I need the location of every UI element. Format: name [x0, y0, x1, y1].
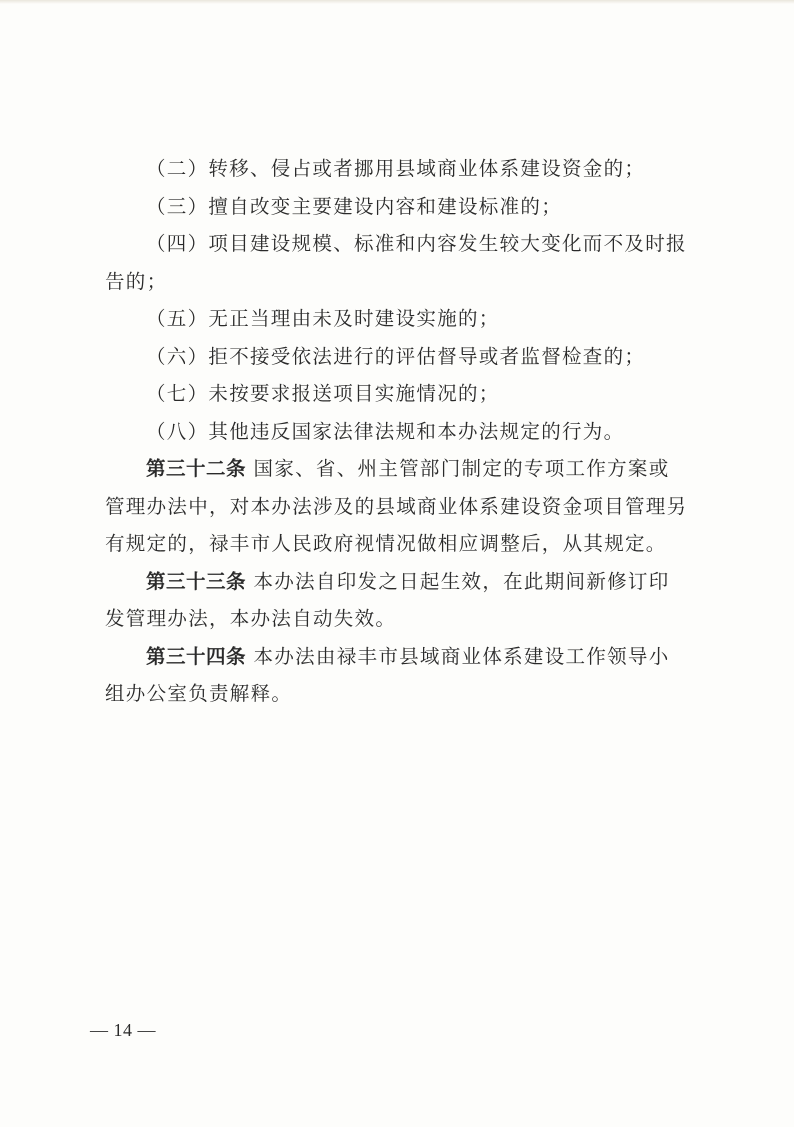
article-32-line-3: 有规定的，禄丰市人民政府视情况做相应调整后，从其规定。 [105, 532, 667, 555]
document-body [105, 150, 690, 713]
list-item-8: （八）其他违反国家法律法规和本办法规定的行为。 [146, 419, 625, 443]
list-item-7: （七）未按要求报送项目实施情况的； [146, 382, 500, 405]
list-item-4: （四）项目建设规模、标准和内容发生较大变化而不及时报 [146, 232, 687, 255]
article-32-line-1 [105, 450, 690, 488]
article-32-heading: 第三十二条 [146, 457, 247, 480]
article-32-text-1: 国家、省、州主管部门制定的专项工作方案或 [253, 457, 670, 480]
list-item-4-continued: 告的； [105, 269, 168, 293]
page-top-edge [0, 0, 794, 4]
article-33-line-2: 发管理办法，本办法自动失效。 [105, 607, 397, 630]
article-33-text-1: 本办法自印发之日起生效，在此期间新修订印 [253, 569, 670, 593]
article-34-line-2: 组办公室负责解释。 [105, 682, 293, 705]
list-item-6: （六）拒不接受依法进行的评估督导或者监督检查的； [146, 344, 646, 368]
article-34-line-1 [105, 638, 690, 676]
article-34-heading: 第三十四条 [146, 644, 247, 668]
article-34-text-1: 本办法由禄丰市县域商业体系建设工作领导小 [253, 644, 670, 668]
article-33-line-1 [105, 563, 690, 601]
list-item-3: （三）擅自改变主要建设内容和建设标准的； [146, 194, 563, 218]
list-item-2: （二）转移、侵占或者挪用县域商业体系建设资金的； [146, 157, 646, 180]
article-33-heading: 第三十三条 [146, 569, 247, 593]
article-32-line-2: 管理办法中，对本办法涉及的县域商业体系建设资金项目管理另 [105, 494, 688, 518]
page-number: — 14 — [90, 1020, 156, 1040]
list-item-5: （五）无正当理由未及时建设实施的； [146, 307, 500, 330]
